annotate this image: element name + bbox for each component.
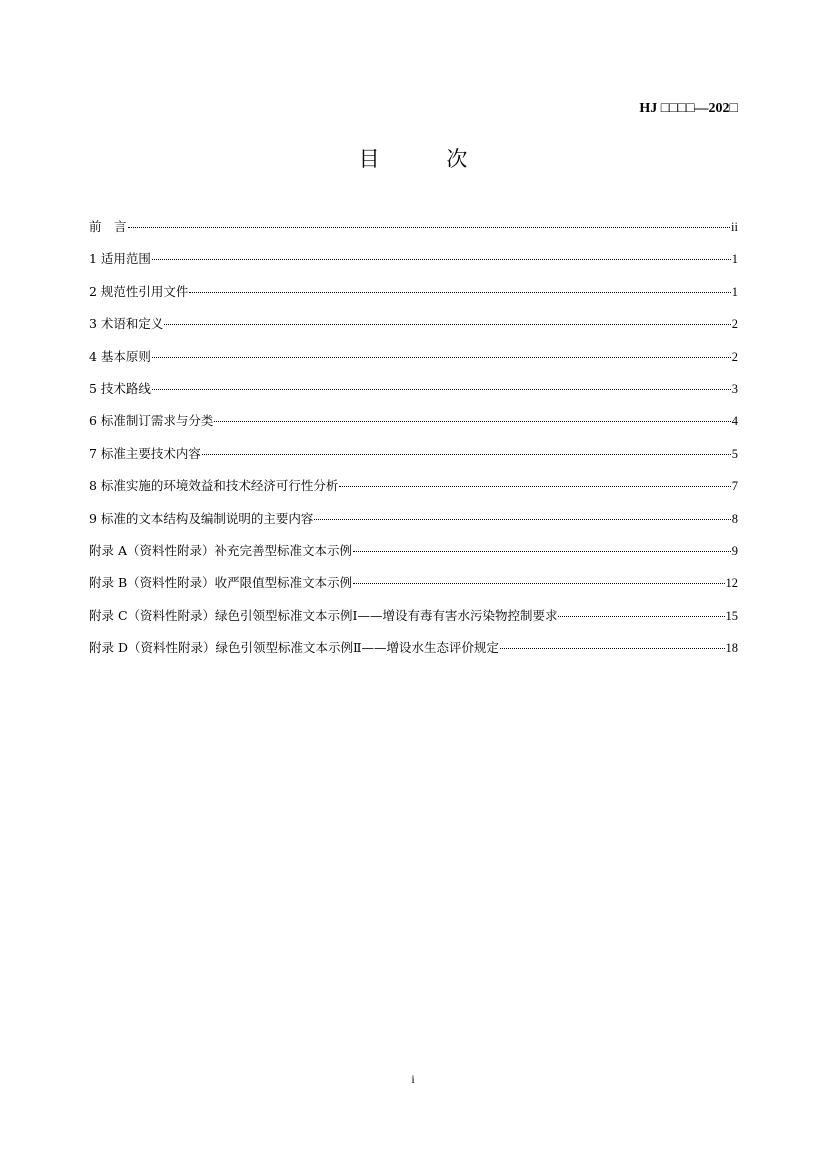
toc-entry-page: 12 <box>725 576 738 591</box>
toc-entry-page: 4 <box>731 414 738 429</box>
toc-entry-page: 5 <box>731 446 738 461</box>
toc-entry-label: 7 标准主要技术内容 <box>89 445 201 461</box>
toc-leader-dots <box>353 583 724 584</box>
toc-entry-benefit-analysis[interactable] <box>89 475 738 507</box>
toc-leader-dots <box>353 551 731 552</box>
document-code: HJ □□□□—202□ <box>639 101 738 116</box>
toc-leader-dots <box>152 357 731 358</box>
toc-entry-label: 2 规范性引用文件 <box>89 283 189 299</box>
toc-leader-dots <box>164 324 730 325</box>
toc-entry-label: 5 技术路线 <box>89 380 151 396</box>
toc-entry-technical-content[interactable] <box>89 443 738 475</box>
toc-entry-label: 4 基本原则 <box>89 348 151 364</box>
toc-entry-page: 8 <box>731 511 738 526</box>
toc-leader-dots <box>314 519 730 520</box>
toc-entry-page: 1 <box>731 252 738 267</box>
toc-entry-scope[interactable] <box>89 248 738 280</box>
toc-entry-page: 2 <box>731 317 738 332</box>
toc-title: 目 次 <box>358 147 498 171</box>
toc-entry-label: 3 术语和定义 <box>89 316 164 332</box>
toc-entry-technical-route[interactable] <box>89 378 738 410</box>
toc-entry-label: 前 言 <box>89 219 127 234</box>
toc-leader-dots <box>214 421 730 422</box>
toc-leader-dots <box>339 486 730 487</box>
toc-entry-label: 6 标准制订需求与分类 <box>89 413 214 429</box>
toc-leader-dots <box>128 227 731 228</box>
toc-entry-label: 附录 D（资料性附录）绿色引领型标准文本示例Ⅱ——增设水生态评价规定 <box>89 640 499 656</box>
toc-leader-dots <box>189 292 730 293</box>
toc-entry-appendix-d[interactable] <box>89 637 738 669</box>
toc-entry-preface[interactable] <box>89 216 738 248</box>
toc-entry-text-structure[interactable] <box>89 508 738 540</box>
toc-entry-appendix-c[interactable] <box>89 605 738 637</box>
toc-entry-label: 9 标准的文本结构及编制说明的主要内容 <box>89 510 314 526</box>
page-number: i <box>411 1072 415 1086</box>
toc-entry-page: 9 <box>731 543 738 558</box>
toc-entry-label: 附录 A（资料性附录）补充完善型标准文本示例 <box>89 542 353 558</box>
toc-entry-page: ii <box>731 220 738 234</box>
toc-entry-page: 15 <box>725 608 738 623</box>
toc-leader-dots <box>202 454 731 455</box>
toc-entry-label: 附录 C（资料性附录）绿色引领型标准文本示例Ⅰ——增设有毒有害水污染物控制要求 <box>89 607 558 623</box>
toc-leader-dots <box>152 389 731 390</box>
toc-entry-label: 附录 B（资料性附录）收严限值型标准文本示例 <box>89 575 353 591</box>
toc-entry-page: 1 <box>731 284 738 299</box>
toc-entry-terms[interactable] <box>89 313 738 345</box>
toc-entry-page: 2 <box>731 349 738 364</box>
toc-leader-dots <box>558 616 724 617</box>
toc-entry-page: 3 <box>731 381 738 396</box>
toc-entry-label: 1 适用范围 <box>89 251 151 267</box>
toc-entry-appendix-b[interactable] <box>89 572 738 604</box>
toc-entry-normative-references[interactable] <box>89 281 738 313</box>
table-of-contents <box>89 216 738 669</box>
toc-entry-appendix-a[interactable] <box>89 540 738 572</box>
toc-entry-page: 18 <box>725 641 738 656</box>
toc-entry-page: 7 <box>731 479 738 494</box>
toc-entry-requirements[interactable] <box>89 410 738 442</box>
toc-entry-principles[interactable] <box>89 346 738 378</box>
toc-leader-dots <box>500 648 725 649</box>
toc-leader-dots <box>152 259 731 260</box>
toc-entry-label: 8 标准实施的环境效益和技术经济可行性分析 <box>89 478 339 494</box>
